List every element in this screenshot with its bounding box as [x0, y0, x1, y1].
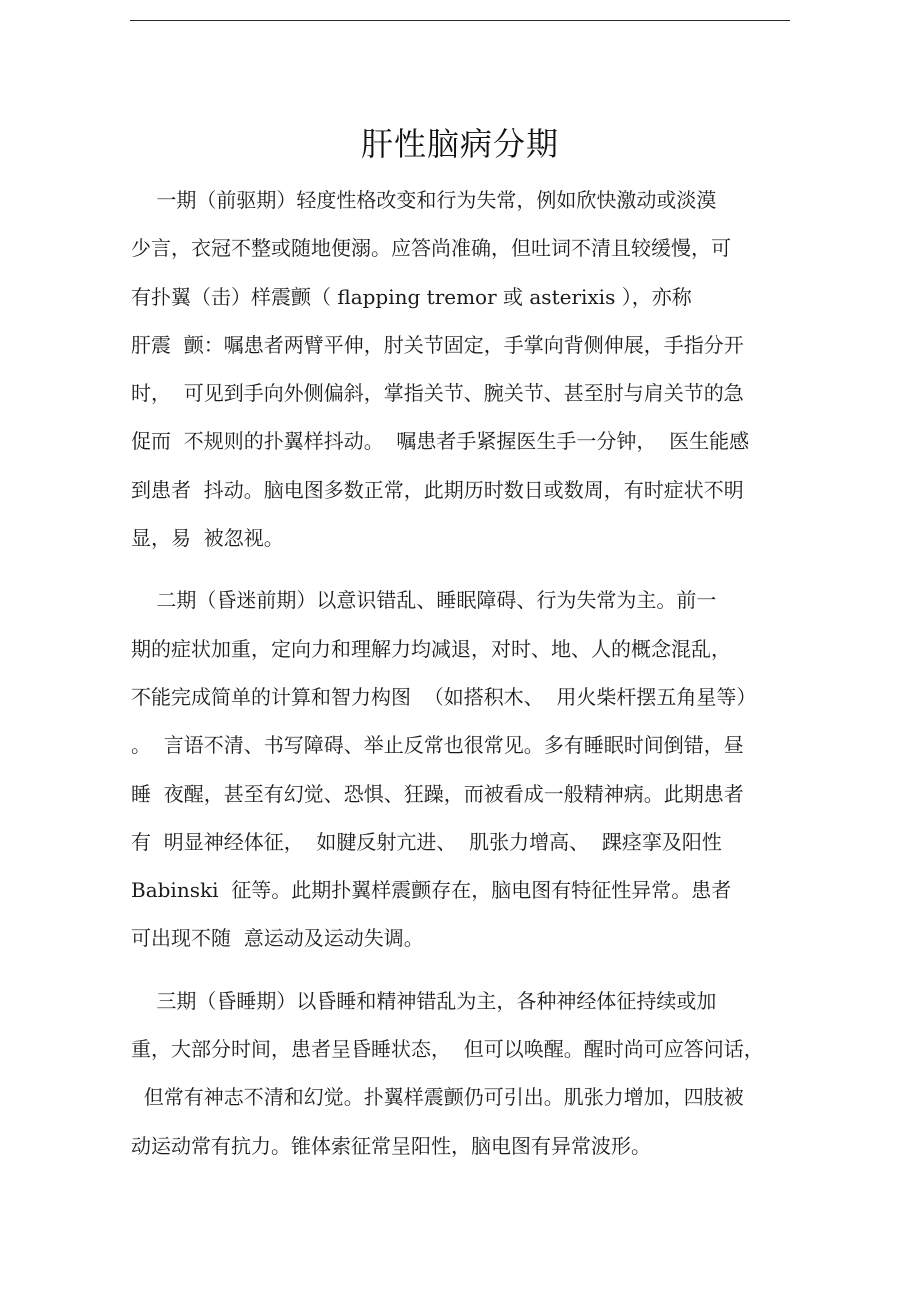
text-line: 有扑翼（击）样震颤（ flapping tremor 或 asterixis ），亦称: [131, 284, 692, 309]
text-line: 促而 不规则的扑翼样抖动。 嘱患者手紧握医生手一分钟， 医生能感: [131, 429, 750, 454]
text-line: 不能完成简单的计算和智力构图 （如搭积木、 用火柴杆摆五角星等）: [131, 684, 757, 709]
paragraph-gap: [131, 963, 791, 977]
page-title: 肝性脑病分期: [360, 125, 559, 163]
document-body: [131, 176, 791, 1170]
text-line: 一期（前驱期）轻度性格改变和行为失常，例如欣快激动或淡漠: [131, 188, 717, 212]
paragraph-stage-1: [131, 176, 791, 562]
text-line: 动运动常有抗力。锥体索征常呈阳性，脑电图有异常波形。: [131, 1133, 651, 1158]
text-line: 到患者 抖动。脑电图多数正常，此期历时数日或数周，有时症状不明: [131, 477, 744, 502]
text-line: 重，大部分时间，患者呈昏睡状态， 但可以唤醒。醒时尚可应答问话，: [131, 1037, 764, 1062]
text-line: 少言，衣冠不整或随地便溺。应答尚准确，但吐词不清且较缓慢，可: [131, 236, 731, 261]
text-line: 期的症状加重，定向力和理解力均减退，对时、地、人的概念混乱，: [131, 636, 731, 661]
text-line: 。 言语不清、书写障碍、举止反常也很常见。多有睡眠时间倒错，昼: [131, 733, 744, 758]
text-line: 睡 夜醒，甚至有幻觉、恐惧、狂躁，而被看成一般精神病。此期患者: [131, 781, 744, 806]
text-line: 可出现不随 意运动及运动失调。: [131, 926, 424, 951]
paragraph-stage-3: [131, 977, 791, 1170]
paragraph-stage-2: [131, 576, 791, 962]
text-line: Babinski 征等。此期扑翼样震颤存在，脑电图有特征性异常。患者: [131, 878, 732, 903]
text-line: 时， 可见到手向外侧偏斜，掌指关节、腕关节、甚至肘与肩关节的急: [131, 381, 744, 406]
text-line: 三期（昏睡期）以昏睡和精神错乱为主，各种神经体征持续或加: [131, 988, 717, 1013]
text-line: 二期（昏迷前期）以意识错乱、睡眠障碍、行为失常为主。前一: [131, 588, 717, 613]
text-line: 显，易 被忽视。: [131, 526, 284, 551]
text-line: 但常有神志不清和幻觉。扑翼样震颤仍可引出。肌张力增加，四肢被: [131, 1085, 744, 1110]
text-line: 有 明显神经体征， 如腱反射亢进、 肌张力增高、 踝痉挛及阳性: [131, 829, 722, 854]
header-divider: [130, 20, 790, 21]
text-line: 肝震 颤：嘱患者两臂平伸，肘关节固定，手掌向背侧伸展，手指分开: [131, 332, 744, 357]
paragraph-gap: [131, 562, 791, 576]
